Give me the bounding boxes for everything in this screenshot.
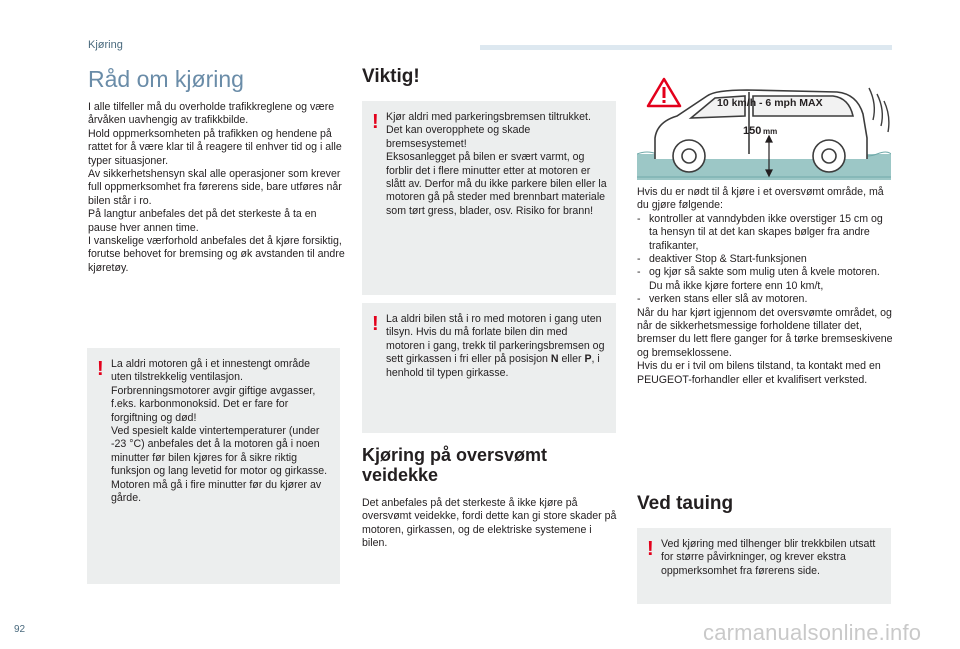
warning-paragraph: Eksosanlegget på bilen er svært varmt, og forblir det i flere minutter etter at motoren er slått av. Derfor må du ikke parkere bilen eller la motoren gå på steder med brennbart materiale som tørt gress, blader, osv. Risiko for brann!	[386, 151, 607, 217]
page-title: Råd om kjøring	[88, 66, 244, 92]
flood-text: Det anbefales på det sterkeste å ikke kjøre på oversvømt veidekke, fordi dette kan gi store skader på motoren, girkassen, og de elektriske systemene i bilen.	[362, 497, 617, 550]
warning-icon: !	[372, 313, 379, 335]
list-item	[637, 293, 893, 306]
depth-unit: mm	[763, 127, 778, 136]
flooded-road-illustration	[637, 74, 891, 180]
paragraph: I vanskelige værforhold anbefales det å kjøre forsiktig, forutse behovet for bremsing og øk avstanden til andre kjøretøy.	[88, 235, 345, 274]
towing-heading: Ved tauing	[637, 493, 734, 514]
warning-paragraph: Ved kjøring med tilhenger blir trekkbilen utsatt for større påvirkninger, og krever ekstra oppmerksomhet fra førerens side.	[661, 538, 876, 577]
paragraph: Hold oppmerksomheten på trafikken og hendene på rattet for å være klar til å reagere til enhver tid og i alle typer situasjoner.	[88, 127, 342, 167]
warning-box-towing	[637, 528, 891, 604]
list-item	[637, 253, 893, 266]
warning-paragraph: La aldri motoren gå i et innestengt område uten tilstrekkelig ventilasjon. Forbrenningsmotorer avgir giftige avgasser, f.eks. karbonmonoksid. Det er fare for forgiftning og død!	[111, 358, 316, 424]
header-bar	[480, 45, 892, 50]
warning-text	[386, 313, 608, 380]
list-item-text: kontroller at vanndybden ikke overstiger 15 cm og ta hensyn til at det kan skapes bølger fra andre trafikanter,	[649, 212, 883, 252]
warning-paragraph: Ved spesielt kalde vintertemperaturer (under -23 °C) anbefales det å la motoren gå i noen minutter før bilen kjøres for å sikre riktig funksjon og lang levetid for motor og girkasse. Motoren må gå i fire minutter før du kjører av gårde.	[111, 425, 328, 505]
depth-value: 150	[743, 125, 762, 137]
list-item-text: og kjør så sakte som mulig uten å kvele motoren. Du må ikke kjøre fortere enn 10 km/t,	[649, 266, 880, 292]
paragraph: Når du har kjørt igjennom det oversvømte området, og når de sikkerhetsmessige forholdene tillater det, bremser du lett flere ganger for å tørke bremseskivene og bremseklossene.	[637, 306, 893, 359]
bullet-dash: -	[637, 266, 641, 279]
warning-paragraph	[386, 313, 608, 380]
flood-heading: Kjøring på oversvømt veidekke	[362, 445, 548, 485]
bullet-dash: -	[637, 293, 641, 306]
gear-p: P	[584, 353, 592, 366]
list-item	[637, 213, 893, 253]
list-item-text: deaktiver Stop & Start-funksjonen	[649, 253, 807, 266]
warning-text	[661, 538, 883, 578]
list-item-text: verken stans eller slå av motoren.	[649, 293, 808, 306]
flood-instructions	[637, 186, 893, 387]
paragraph: Av sikkerhetshensyn skal alle operasjoner som krever full oppmerksomhet fra førerens side, bare utføres når bilen står i ro.	[88, 168, 342, 207]
text-part: La aldri bilen stå i ro med motoren i gang uten tilsyn. Hvis du må forlate bilen din med motoren i gang, trekk til parkeringsbremsen og sett girkassen i fri eller på posisjon	[386, 313, 605, 366]
warning-box-parking-brake	[362, 101, 616, 295]
warning-box-unattended	[362, 303, 616, 433]
warning-text	[111, 358, 332, 505]
intro-text: Hvis du er nødt til å kjøre i et oversvømt område, må du gjøre følgende:	[637, 186, 884, 212]
paragraph: Hvis du er i tvil om bilens tilstand, ta kontakt med en PEUGEOT-forhandler eller et kvalifisert verksted.	[637, 360, 881, 386]
warning-text	[386, 111, 608, 218]
speed-limit-label: 10 km/h - 6 mph MAX	[717, 97, 823, 109]
paragraph: I alle tilfeller må du overholde trafikkreglene og være årvåken uavhengig av trafikkbilde.	[88, 101, 335, 127]
driving-advice-text	[88, 101, 348, 275]
watermark: carmanualsonline.info	[703, 620, 922, 645]
bullet-dash: -	[637, 253, 641, 266]
page-number: 92	[14, 624, 26, 635]
text-part: eller	[558, 353, 585, 366]
important-heading: Viktig!	[362, 66, 420, 87]
warning-paragraph: Kjør aldri med parkeringsbremsen tiltrukket. Det kan overopphete og skade bremsesystemet!	[386, 111, 591, 150]
section-label: Kjøring	[88, 39, 123, 51]
list-item	[637, 266, 893, 293]
warning-box-ventilation	[87, 348, 340, 584]
gear-n: N	[550, 353, 559, 366]
bullet-dash: -	[637, 212, 641, 225]
paragraph: På langtur anbefales det på det sterkeste å ta en pause hver annen time.	[88, 208, 317, 234]
warning-icon: !	[97, 358, 104, 380]
text-part: , i henhold til typen girkasse.	[386, 353, 600, 379]
warning-icon: !	[372, 111, 379, 133]
warning-icon: !	[647, 538, 654, 560]
